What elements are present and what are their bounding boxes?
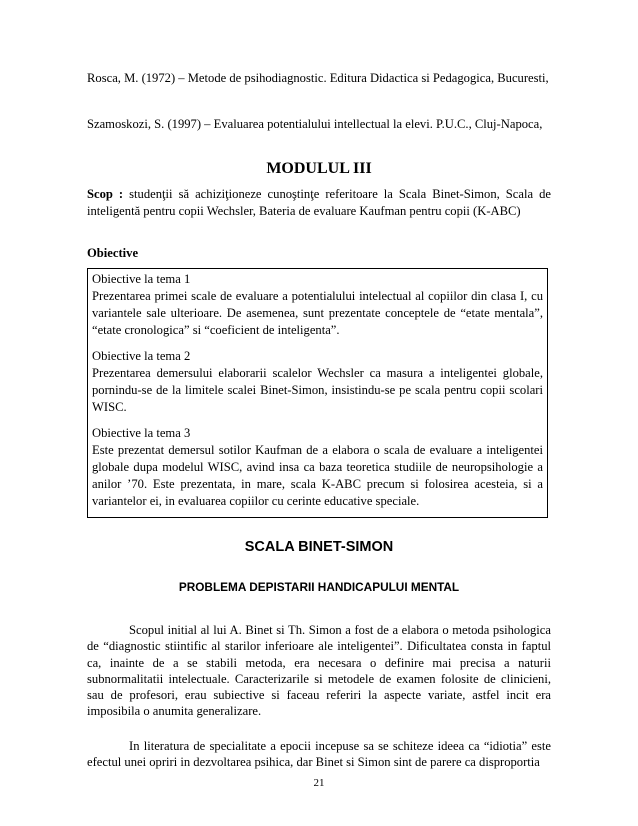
objective-text: Prezentarea demersului elaborarii scalelor Wechsler ca masura a inteligentei globale, pornindu-se de la limitele scalei Binet-Simon, insistindu-se pe scala pentru copii scolari WISC. — [92, 366, 543, 414]
objectives-box — [87, 268, 548, 518]
objective-block-2 — [92, 348, 543, 416]
body-paragraph-1: Scopul initial al lui A. Binet si Th. Simon a fost de a elabora o metoda psihologica de “diagnostic stiintific al starilor inferioare ale inteligentei”. Dificultatea consta in faptul ca, inainte de a se stabili metoda, era necesara o definire mai precisa a naturii subnormalitatii intelectuale. Caracterizarile si metodele de examen folosite de clinicieni, sau de profesori, erau subiective si faceau referiri la aspecte variate, astfel incit era imposibila o anumita generalizare. — [87, 623, 551, 719]
scop-text: studenţii să achiziţioneze cunoştinţe referitoare la Scala Binet-Simon, Scala de inteligentă pentru copii Wechsler, Bateria de evaluare Kaufman pentru copii (K-ABC) — [87, 187, 551, 218]
objective-block-1 — [92, 271, 543, 339]
objective-title: Obiective la tema 1 — [92, 272, 191, 286]
body-paragraph-2: In literatura de specialitate a epocii incepuse sa se schiteze ideea ca “idiotia” este efectul unei opriri in dezvoltarea psihica, dar Binet si Simon sint de parere ca disproportia — [87, 739, 551, 770]
section-title: SCALA BINET-SIMON — [244, 539, 394, 555]
objective-title: Obiective la tema 3 — [92, 426, 191, 440]
module-title: MODULUL III — [266, 160, 372, 177]
page-number: 21 — [313, 777, 325, 789]
objective-text: Este prezentat demersul sotilor Kaufman de a elabora o scala de evaluare a inteligentei globale dupa modelul WISC, avind insa ca baza teoretica studiile de neuropsihologie a anilor ’70. Este prezentata, in mare, scala K-ABC precum si folosirea acesteia, si a variantelor ei, in evaluarea copiilor cu cerinte educative speciale. — [92, 443, 543, 508]
objective-text: Prezentarea primei scale de evaluare a potentialului intelectual al copiilor din clasa I, cu variantele sale ulterioare. De asemenea, sunt prezentate conceptele de “etate mentala”, “etate cronologica” si “coeficient de inteligenta”. — [92, 289, 543, 337]
objective-block-3 — [92, 425, 543, 510]
scop-label: Scop : — [87, 187, 124, 201]
subsection-title: PROBLEMA DEPISTARII HANDICAPULUI MENTAL — [178, 580, 460, 594]
scop-paragraph — [87, 186, 551, 220]
objectives-heading: Obiective — [87, 246, 139, 260]
reference-szamoskozi: Szamoskozi, S. (1997) – Evaluarea potentialului intellectual la elevi. P.U.C., Cluj-Napoca, — [87, 117, 543, 131]
objective-title: Obiective la tema 2 — [92, 349, 191, 363]
reference-rosca: Rosca, M. (1972) – Metode de psihodiagnostic. Editura Didactica si Pedagogica, Bucuresti, — [87, 71, 549, 85]
